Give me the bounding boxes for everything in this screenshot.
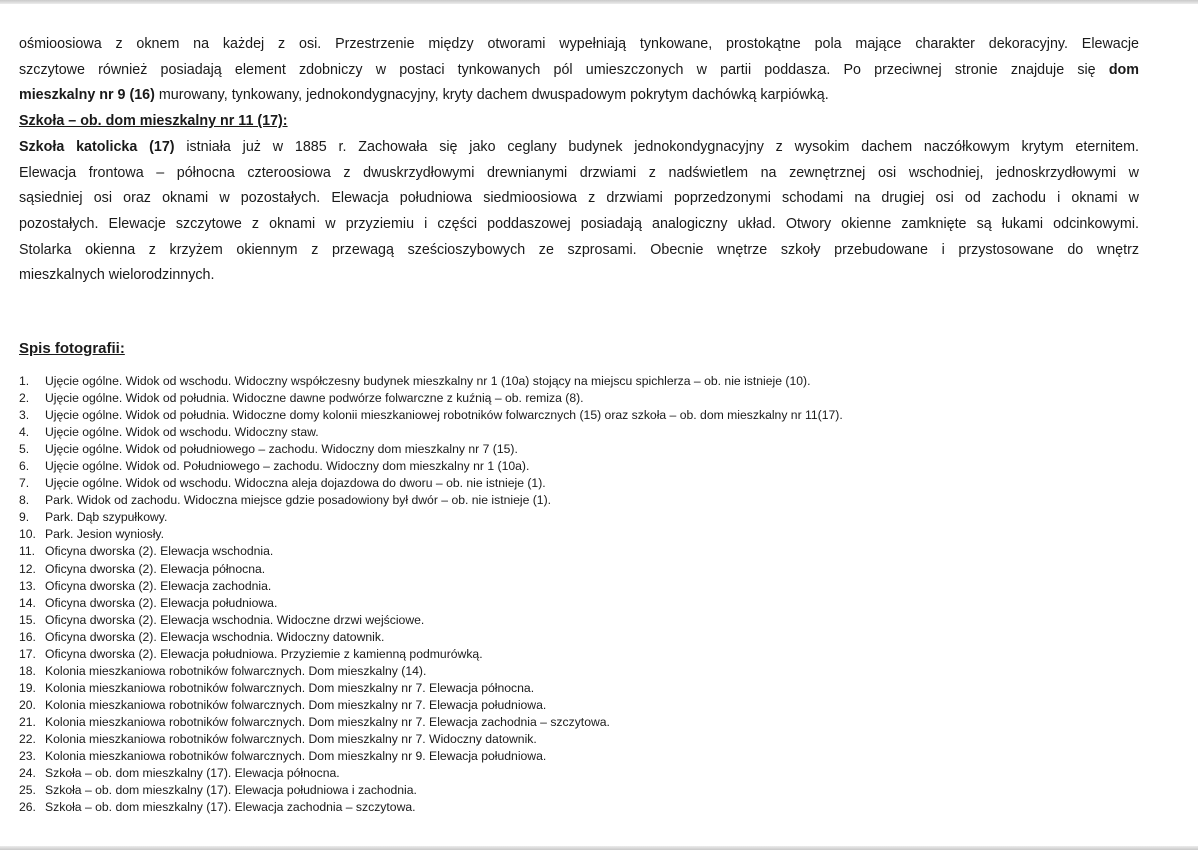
list-item xyxy=(19,748,843,765)
list-item xyxy=(19,612,843,629)
section-heading-school: Szkoła – ob. dom mieszkalny nr 11 (17): xyxy=(19,113,288,130)
list-number: 18. xyxy=(19,663,36,678)
list-number: 7. xyxy=(19,476,30,491)
list-number: 2. xyxy=(19,391,30,406)
list-item xyxy=(19,407,843,424)
list-number: 11. xyxy=(19,544,36,559)
list-text: Kolonia mieszkaniowa robotników folwarcznych. Dom mieszkalny nr 7. Elewacja południowa. xyxy=(45,697,547,712)
list-item xyxy=(19,390,843,407)
list-text: Park. Widok od zachodu. Widoczna miejsce gdzie posadowiony był dwór – ob. nie istnieje (1). xyxy=(45,493,552,508)
list-text: Szkoła – ob. dom mieszkalny (17). Elewacja południowa i zachodnia. xyxy=(45,783,417,798)
list-item xyxy=(19,714,843,731)
list-number: 17. xyxy=(19,646,36,661)
list-text: Oficyna dworska (2). Elewacja zachodnia. xyxy=(45,578,272,593)
list-number: 20. xyxy=(19,697,36,712)
list-number: 22. xyxy=(19,731,36,746)
list-text: Ujęcie ogólne. Widok od wschodu. Widoczny współczesny budynek mieszkalny nr 1 (10a) stojący na miejscu spichlerza – ob. nie istnieje (10). xyxy=(45,374,811,388)
list-number: 9. xyxy=(19,510,30,525)
list-number: 21. xyxy=(19,714,36,729)
list-item xyxy=(19,424,843,441)
list-text: Kolonia mieszkaniowa robotników folwarcznych. Dom mieszkalny nr 7. Elewacja północna. xyxy=(45,680,535,695)
list-text: Oficyna dworska (2). Elewacja wschodnia. xyxy=(45,544,274,559)
list-number: 1. xyxy=(19,374,30,388)
list-item xyxy=(19,509,843,526)
list-text: Park. Dąb szypułkowy. xyxy=(45,510,168,525)
list-item xyxy=(19,765,843,782)
list-item xyxy=(19,526,843,543)
paragraph-line xyxy=(19,135,1139,161)
list-number: 5. xyxy=(19,442,30,457)
list-item xyxy=(19,373,843,390)
list-text: Szkoła – ob. dom mieszkalny (17). Elewacja północna. xyxy=(45,766,340,781)
list-item xyxy=(19,543,843,560)
list-text: Ujęcie ogólne. Widok od południa. Widoczne dawne podwórze folwarczne z kuźnią – ob. remiza (8). xyxy=(45,391,584,406)
list-item xyxy=(19,799,843,816)
list-item xyxy=(19,646,843,663)
photo-list-heading: Spis fotografii: xyxy=(19,340,125,357)
paragraph-line: mieszkalnych wielorodzinnych. xyxy=(19,267,215,284)
list-text: Oficyna dworska (2). Elewacja południowa. xyxy=(45,595,278,610)
list-text: Park. Jesion wyniosły. xyxy=(45,527,164,542)
bold-text: mieszkalny nr 9 (16) xyxy=(19,87,155,104)
list-item xyxy=(19,475,843,492)
list-number: 13. xyxy=(19,578,36,593)
paragraph-line: pozostałych. Elewacje szczytowe z oknami w przyziemiu i części poddaszowej posiadają analogiczny układ. Otwory okienne zamknięte są łukami odcinkowymi. xyxy=(19,215,1139,232)
text-run: murowany, tynkowany, jednokondygnacyjny, kryty dachem dwuspadowym pokrytym dachówką karpiówką. xyxy=(154,87,829,104)
list-text: Ujęcie ogólne. Widok od wschodu. Widoczna aleja dojazdowa do dworu – ob. nie istnieje (1). xyxy=(45,476,546,491)
list-number: 8. xyxy=(19,493,30,508)
list-text: Oficyna dworska (2). Elewacja północna. xyxy=(45,561,266,576)
paragraph-school xyxy=(19,135,1139,289)
text-run: istniała już w 1885 r. Zachowała się jako ceglany budynek jednokondygnacyjny z wysokim dachem naczółkowym krytym eternitem. xyxy=(174,138,1140,155)
list-item xyxy=(19,595,843,612)
list-number: 23. xyxy=(19,749,36,764)
list-number: 15. xyxy=(19,612,36,627)
list-item xyxy=(19,561,843,578)
list-number: 10. xyxy=(19,527,36,542)
bold-text: Szkoła katolicka (17) xyxy=(19,138,175,155)
paragraph-line: ośmioosiowa z oknem na każdej z osi. Przestrzenie między otworami wypełniają tynkowane, prostokątne pola mające charakter dekoracyjny. Elewacje xyxy=(19,36,1139,52)
list-text: Ujęcie ogólne. Widok od. Południowego – zachodu. Widoczny dom mieszkalny nr 1 (10a). xyxy=(45,459,530,474)
list-text: Oficyna dworska (2). Elewacja południowa. Przyziemie z kamienną podmurówką. xyxy=(45,646,483,661)
list-text: Kolonia mieszkaniowa robotników folwarcznych. Dom mieszkalny (14). xyxy=(45,663,427,678)
list-text: Szkoła – ob. dom mieszkalny (17). Elewacja zachodnia – szczytowa. xyxy=(45,800,416,815)
list-number: 6. xyxy=(19,459,30,474)
list-text: Ujęcie ogólne. Widok od południa. Widoczne domy kolonii mieszkaniowej robotników folwarcznych (15) oraz szkoła – ob. dom mieszkalny nr 11(17). xyxy=(45,408,843,423)
list-item xyxy=(19,680,843,697)
paragraph-line: Stolarka okienna z krzyżem okiennym z przewagą sześcioszybowych ze szprosami. Obecnie wnętrze szkoły przebudowane i przystosowane do wnętrz xyxy=(19,241,1139,258)
list-number: 12. xyxy=(19,561,36,576)
list-number: 19. xyxy=(19,680,36,695)
list-text: Kolonia mieszkaniowa robotników folwarcznych. Dom mieszkalny nr 7. Elewacja zachodnia – szczytowa. xyxy=(45,714,610,729)
list-item xyxy=(19,731,843,748)
scan-bottom-edge xyxy=(0,846,1198,850)
photo-list xyxy=(19,373,843,816)
bold-text: dom xyxy=(1108,61,1139,78)
list-number: 16. xyxy=(19,629,36,644)
text-run: szczytowe również posiadają element zdobniczy w postaci tynkowanych pól umieszczonych w partii poddasza. Po przeciwnej stronie znajduje się xyxy=(19,61,1096,78)
list-text: Ujęcie ogólne. Widok od wschodu. Widoczny staw. xyxy=(45,425,319,440)
paragraph-manor-building xyxy=(19,32,1139,109)
list-item xyxy=(19,629,843,646)
document-page xyxy=(19,32,1140,815)
list-number: 14. xyxy=(19,595,36,610)
list-text: Oficyna dworska (2). Elewacja wschodnia. Widoczne drzwi wejściowe. xyxy=(45,612,425,627)
paragraph-line: sąsiedniej osi oraz oknami w pozostałych. Elewacja południowa siedmioosiowa z drzwiami poprzedzonymi schodami na drugiej osi od zachodu i oknami w xyxy=(19,190,1139,207)
list-text: Kolonia mieszkaniowa robotników folwarcznych. Dom mieszkalny nr 7. Widoczny datownik. xyxy=(45,731,537,746)
list-item xyxy=(19,492,843,509)
list-number: 25. xyxy=(19,783,36,798)
list-item xyxy=(19,697,843,714)
list-item xyxy=(19,458,843,475)
list-item xyxy=(19,441,843,458)
scan-top-edge xyxy=(0,0,1198,4)
paragraph-line xyxy=(19,83,1139,109)
list-text: Ujęcie ogólne. Widok od południowego – zachodu. Widoczny dom mieszkalny nr 7 (15). xyxy=(45,442,518,457)
list-item xyxy=(19,578,843,595)
list-text: Kolonia mieszkaniowa robotników folwarcznych. Dom mieszkalny nr 9. Elewacja południowa. xyxy=(45,749,547,764)
list-number: 24. xyxy=(19,766,36,781)
paragraph-line xyxy=(19,58,1139,84)
list-item xyxy=(19,782,843,799)
list-text: Oficyna dworska (2). Elewacja wschodnia. Widoczny datownik. xyxy=(45,629,385,644)
list-number: 26. xyxy=(19,800,36,815)
list-number: 3. xyxy=(19,408,30,423)
paragraph-line: Elewacja frontowa – północna czteroosiowa z dwuskrzydłowymi drewnianymi drzwiami z nadświetlem na zewnętrznej osi wschodniej, jednoskrzydłowymi w xyxy=(19,164,1139,181)
list-item xyxy=(19,663,843,680)
list-number: 4. xyxy=(19,425,30,440)
